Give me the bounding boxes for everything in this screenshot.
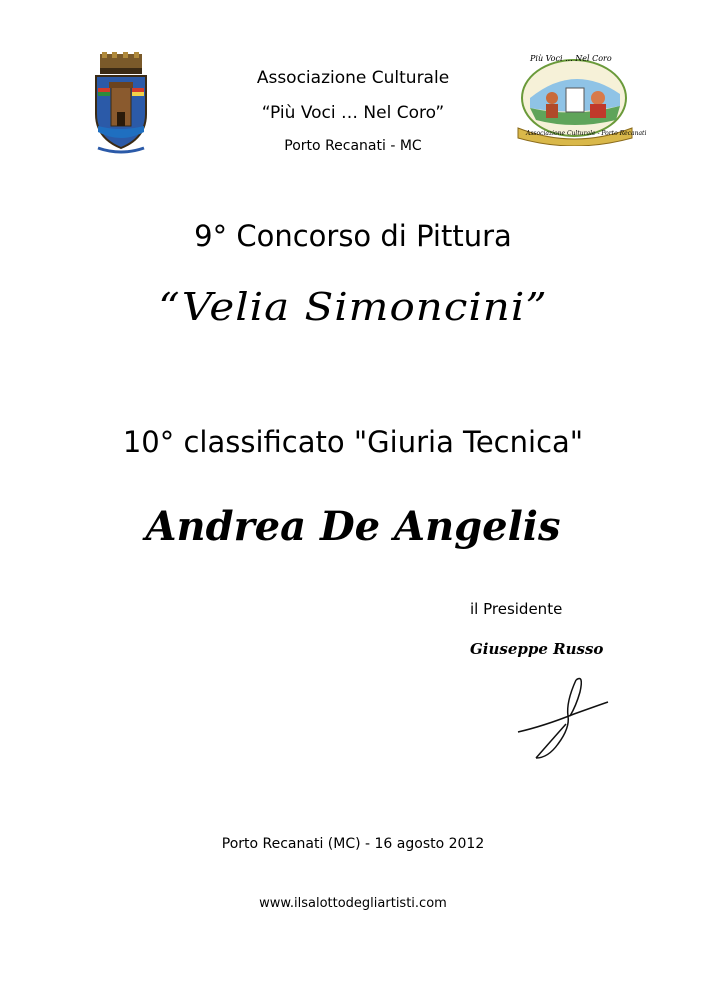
- president-name: Giuseppe Russo: [470, 640, 604, 658]
- association-location: Porto Recanati - MC: [284, 138, 422, 154]
- association-name: “Più Voci … Nel Coro”: [261, 103, 445, 123]
- website-link[interactable]: www.ilsalottodegliartisti.com: [259, 896, 447, 911]
- logo-bottom-text: Associazione Culturale - Porto Recanati: [526, 130, 647, 137]
- president-role: il Presidente: [470, 600, 563, 618]
- placement-text: 10° classificato "Giuria Tecnica": [122, 425, 584, 459]
- winner-name: Andrea De Angelis: [145, 503, 561, 550]
- contest-title: 9° Concorso di Pittura: [194, 219, 512, 253]
- date-place: Porto Recanati (MC) - 16 agosto 2012: [221, 836, 485, 852]
- association-line: Associazione Culturale: [256, 68, 450, 88]
- logo-top-text: Più Voci ... Nel Coro: [530, 54, 612, 63]
- contest-name: “Velia Simoncini”: [158, 284, 548, 330]
- signature-mark: [514, 672, 614, 762]
